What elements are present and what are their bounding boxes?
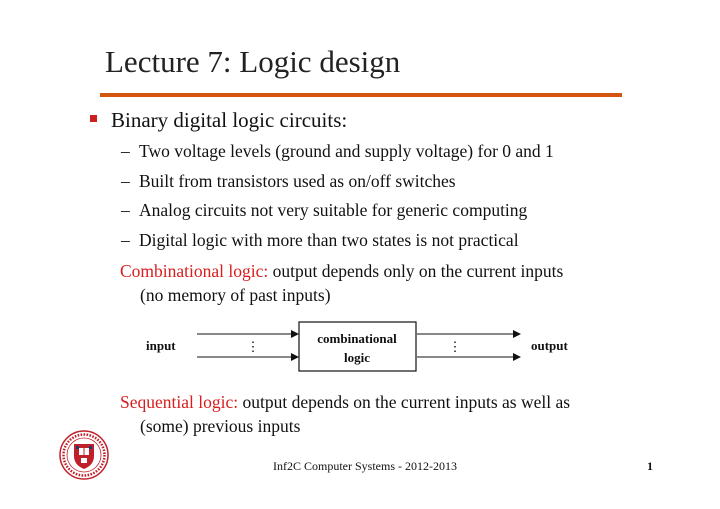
output-label: output [531,338,568,353]
sequential-paragraph [120,390,570,438]
sequential-term: Sequential logic: [120,392,239,412]
combinational-text: output depends only on the current inputs [268,261,564,281]
sub-item: – Analog circuits not very suitable for generic computing [121,200,528,220]
sequential-text-cont: (some) previous inputs [140,416,301,436]
university-crest-icon [58,429,110,481]
output-ellipsis: ⋮ [448,339,462,354]
box-label-line1: combinational [317,331,397,346]
main-bullet: Binary digital logic circuits: [111,108,348,132]
sub-item: – Built from transistors used as on/off switches [121,171,456,191]
sub-item: – Digital logic with more than two states is not practical [121,230,519,250]
sub-item-text: Built from transistors used as on/off switches [139,171,456,191]
combinational-text-cont: (no memory of past inputs) [140,285,331,305]
box-label-line2: logic [344,350,370,365]
sub-item-text: Two voltage levels (ground and supply voltage) for 0 and 1 [139,141,554,161]
input-label: input [146,338,176,353]
sub-item: – Two voltage levels (ground and supply voltage) for 0 and 1 [121,141,554,161]
sub-item-text: Digital logic with more than two states is not practical [139,230,519,250]
slide-title: Lecture 7: Logic design [105,44,401,79]
sub-item-text: Analog circuits not very suitable for generic computing [139,200,528,220]
page-number: 1 [647,459,653,473]
input-ellipsis: ⋮ [246,339,260,354]
sequential-text: output depends on the current inputs as well as [238,392,571,412]
combinational-term: Combinational logic: [120,261,269,281]
footer-text: Inf2C Computer Systems - 2012-2013 [273,459,457,473]
